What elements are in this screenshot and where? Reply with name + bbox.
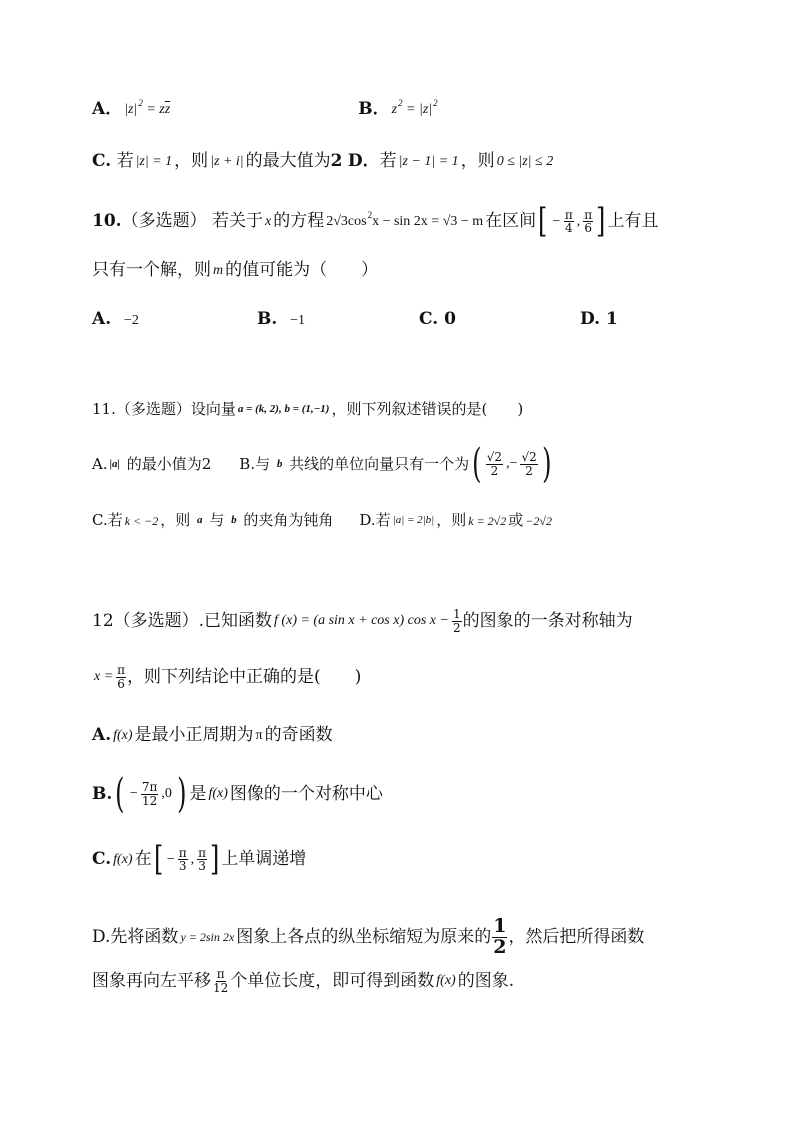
q12-line2-frac-num: π bbox=[117, 663, 126, 677]
q12-optD-frac bbox=[492, 917, 507, 958]
q11-optB-text2: 共线的单位向量只有一个为 bbox=[289, 454, 470, 473]
q12-optC-frac2 bbox=[197, 847, 207, 873]
q12-optB-text2: 是 bbox=[189, 783, 207, 804]
q11-options-ab bbox=[92, 441, 554, 487]
q10-text2: 的方程 bbox=[273, 211, 325, 232]
q10-text1: 若关于 bbox=[211, 211, 263, 232]
q12-line2-frac-den: 6 bbox=[117, 676, 125, 691]
q12-head-frac-den: 2 bbox=[452, 620, 461, 635]
q11-optD-math2: k = 2√2 bbox=[468, 513, 507, 528]
q12-optC-frac1-den: 3 bbox=[178, 859, 187, 874]
q9-optC-text3: 的最大值为 bbox=[245, 151, 331, 171]
q12-optB-text3: 图像的一个对称中心 bbox=[229, 783, 383, 804]
q12-optB-paren-close: ) bbox=[176, 771, 187, 817]
q11-optC-text4: 的夹角为钝角 bbox=[243, 511, 334, 529]
q12-optA bbox=[92, 727, 333, 744]
q10-tag: （多选题） bbox=[121, 211, 207, 232]
q12-optD-line1 bbox=[92, 917, 644, 958]
q10-optB-value: −1 bbox=[290, 313, 306, 328]
q10-eq-a: 2√3cos bbox=[326, 213, 367, 229]
q11-optC-math1: k < −2 bbox=[124, 513, 159, 528]
q9-optD-math2: 0 ≤ |z| ≤ 2 bbox=[496, 153, 554, 169]
q10-frac-b-num: π bbox=[584, 207, 593, 222]
q12-optB-frac-den: 12 bbox=[141, 793, 158, 808]
q12-optD-frac-den: 2 bbox=[493, 935, 507, 958]
q12-head-text1: 12（多选题）.已知函数 bbox=[92, 610, 273, 631]
q9-optA-conj: $\overline{z}$ bbox=[164, 101, 171, 117]
q9-optB-sup2: 2 bbox=[433, 98, 438, 108]
q12-optD-line2-frac bbox=[212, 968, 229, 994]
q9-optD-math1: |z − 1| = 1 bbox=[398, 153, 459, 169]
q12-optC-text3: 上单调递增 bbox=[221, 849, 307, 870]
q10-eq-b: x − sin 2x = √3 − m bbox=[372, 213, 484, 229]
q12-optD-math: y = 2sin 2x bbox=[180, 930, 235, 945]
q10-var-x: x bbox=[264, 213, 272, 229]
q9-optC-label: C. bbox=[92, 151, 112, 171]
q11-optC-text1: C.若 bbox=[92, 511, 123, 529]
q10-options bbox=[92, 311, 618, 328]
q11-optB-frac2-den: 2 bbox=[525, 463, 533, 478]
q12-head-frac-num: 1 bbox=[452, 607, 461, 621]
q10-number: 10. bbox=[92, 211, 122, 232]
q10-optA-label: A. bbox=[92, 309, 112, 329]
q10-interval-frac-b bbox=[583, 209, 593, 235]
q11-optB-paren-close: ) bbox=[541, 441, 552, 487]
q12-optC-text2: 在 bbox=[134, 849, 152, 870]
q9-optB-rhs: = |z| bbox=[406, 101, 433, 117]
q12-line2-text: ，则下列结论中正确的是( ) bbox=[127, 666, 362, 687]
q12-optB-zero: ,0 bbox=[161, 786, 172, 801]
q10-frac-a-num: π bbox=[564, 207, 573, 222]
q11-optC-math3: b bbox=[231, 514, 237, 526]
q12-optD-line2-frac-den: 12 bbox=[213, 980, 229, 995]
q9-optB-sup: 2 bbox=[398, 98, 403, 108]
q11-options-cd bbox=[92, 513, 554, 528]
q9-options-ab bbox=[92, 98, 440, 119]
q11-optB-frac2-num: √2 bbox=[521, 449, 537, 464]
q11-optB-frac1-num: √2 bbox=[486, 449, 503, 464]
q9-optB-label: B． bbox=[358, 99, 390, 119]
q10-interval-open: [ bbox=[538, 201, 548, 241]
q12-optC-frac2-num: π bbox=[198, 845, 207, 860]
q12-optC-math: f(x) bbox=[113, 851, 133, 867]
q10-optD: D. 1 bbox=[580, 309, 618, 329]
q12-optC-neg: − bbox=[166, 851, 175, 867]
q10-eq-sup: 2 bbox=[367, 210, 373, 221]
q12-optD-text1: D.先将函数 bbox=[92, 926, 179, 947]
q9-optC-text1: 若 bbox=[116, 151, 134, 171]
q12-head-text2: 的图象的一条对称轴为 bbox=[462, 610, 633, 631]
q12-head-frac bbox=[452, 608, 462, 634]
q10-frac-a-den: 4 bbox=[565, 221, 573, 236]
q10-interval-close: ] bbox=[596, 201, 606, 241]
q9-optD-text2: ，则 bbox=[460, 151, 495, 171]
q9-optC-value: 2 bbox=[330, 151, 343, 171]
q12-optC-frac1-num: π bbox=[178, 845, 187, 860]
q11-optC-math2: a bbox=[197, 514, 203, 526]
q11-optC-text3: 与 bbox=[209, 511, 225, 529]
q12-optC-comma: , bbox=[190, 851, 195, 867]
q9-optD-text1: 若 bbox=[379, 151, 397, 171]
q10-optB-label: B. bbox=[257, 309, 278, 329]
q9-optB-z: z bbox=[391, 101, 398, 117]
q12-optD-line2-text2: 个单位长度，即可得到函数 bbox=[230, 970, 435, 991]
q12-optD-line2-frac-num: π bbox=[216, 967, 225, 981]
q12-optB-paren-open: ( bbox=[115, 771, 125, 817]
q11-head-text2: ，则下列叙述错误的是( ) bbox=[331, 400, 524, 418]
q10-interval-comma: , bbox=[576, 213, 581, 229]
q11-optD-math1: |a| = 2|b| bbox=[392, 514, 435, 526]
q9-optD-label: D． bbox=[347, 151, 380, 171]
q12-optD-text2: 图象上各点的纵坐标缩短为原来的 bbox=[236, 926, 492, 947]
q11-optB-frac1-den: 2 bbox=[490, 463, 499, 478]
q10-text4: 上有且 bbox=[607, 211, 659, 232]
q10-interval-frac-a bbox=[564, 209, 574, 235]
q11-optA-math: |a| bbox=[109, 457, 120, 470]
q12-line2-math: x = bbox=[94, 669, 114, 685]
q9-optB-expr bbox=[391, 98, 438, 117]
q10-equation bbox=[326, 210, 484, 229]
q12-optA-text3: 的奇函数 bbox=[264, 725, 333, 745]
q11-optB-text1: B.与 bbox=[239, 454, 271, 473]
q10-optA-value: −2 bbox=[123, 313, 139, 328]
q12-optC bbox=[92, 839, 307, 879]
q11-optD-text3: 或 bbox=[508, 511, 524, 529]
q9-optA-expr bbox=[124, 98, 171, 117]
q9-optA-abs: |z| bbox=[124, 101, 138, 117]
q12-optD-line2-text1: 图象再向左平移 bbox=[92, 970, 211, 991]
q10-line2-text2: 的值可能为（ ） bbox=[225, 260, 379, 280]
q11-head-math: a = (k, 2), b = (1,−1) bbox=[237, 403, 330, 415]
q9-optC-text2: ，则 bbox=[174, 151, 209, 171]
q11-optB-frac1 bbox=[486, 451, 503, 477]
q11-optC-text2: ，则 bbox=[160, 511, 191, 529]
q12-optB-math: f(x) bbox=[208, 786, 228, 801]
q12-optC-frac2-den: 3 bbox=[198, 859, 206, 874]
q9-optA-sup: 2 bbox=[138, 98, 143, 108]
q12-optB-label: B. bbox=[92, 783, 113, 804]
q12-optD-line2-math: f(x) bbox=[436, 973, 456, 989]
q11-optD-text1: D.若 bbox=[359, 511, 391, 529]
q10-frac-b-den: 6 bbox=[584, 221, 593, 236]
q12-optC-bracket-close: ] bbox=[210, 839, 220, 879]
q9-options-cd bbox=[92, 153, 555, 170]
q11-optB-paren-open: ( bbox=[472, 441, 482, 487]
q12-optD-line2 bbox=[92, 968, 514, 994]
q12-optC-bracket-open: [ bbox=[153, 839, 163, 879]
q12-optB-neg: − bbox=[129, 786, 138, 801]
q10-line2-text1: 只有一个解，则 bbox=[92, 260, 211, 280]
q10-optC: C. 0 bbox=[419, 309, 456, 329]
q11-optA-text2: 的最小值为2 bbox=[126, 454, 212, 473]
q12-optA-math2: π bbox=[255, 727, 263, 743]
q10-stem-line1 bbox=[92, 201, 659, 241]
q11-optD-math3: −2√2 bbox=[525, 513, 552, 528]
q10-stem-line2 bbox=[92, 262, 378, 279]
q12-optC-frac1 bbox=[178, 847, 188, 873]
q12-line2-frac bbox=[116, 664, 126, 690]
q9-optA-rhs: = z bbox=[146, 101, 165, 117]
q10-var-m: m bbox=[213, 262, 224, 278]
q12-head-math: f (x) = (a sin x + cos x) cos x − bbox=[274, 613, 449, 629]
q12-optD-line2-text3: 的图象. bbox=[457, 970, 515, 991]
q9-optA-label: A． bbox=[92, 99, 123, 119]
q12-optA-label: A. bbox=[92, 725, 112, 745]
q12-optB-frac bbox=[141, 781, 159, 807]
q10-interval-neg: − bbox=[551, 213, 561, 229]
q12-optC-label: C. bbox=[92, 849, 112, 870]
q12-optB bbox=[92, 771, 383, 817]
q12-optD-text3: ，然后把所得函数 bbox=[508, 926, 645, 947]
q11-optA-text1: A. bbox=[92, 454, 108, 473]
q11-optD-text2: ，则 bbox=[436, 511, 467, 529]
q9-optC-math1: |z| = 1 bbox=[135, 153, 173, 169]
q9-optC-math2: |z + i| bbox=[210, 153, 244, 169]
q12-optD-frac-num: 1 bbox=[493, 915, 507, 937]
q12-stem-line2 bbox=[92, 664, 361, 690]
q11-optB-sep: ,− bbox=[506, 456, 518, 471]
q11-head-text1: 11.（多选题）设向量 bbox=[92, 400, 236, 418]
q11-optB-math: b bbox=[276, 457, 283, 470]
q11-stem bbox=[92, 402, 523, 417]
q12-optA-text2: 是最小正周期为 bbox=[134, 725, 254, 745]
q10-text3: 在区间 bbox=[485, 211, 537, 232]
q12-stem-line1 bbox=[92, 608, 633, 634]
q11-optB-frac2 bbox=[520, 451, 537, 477]
q12-optB-frac-num: 7π bbox=[141, 779, 158, 794]
q12-optA-math1: f(x) bbox=[113, 727, 133, 743]
